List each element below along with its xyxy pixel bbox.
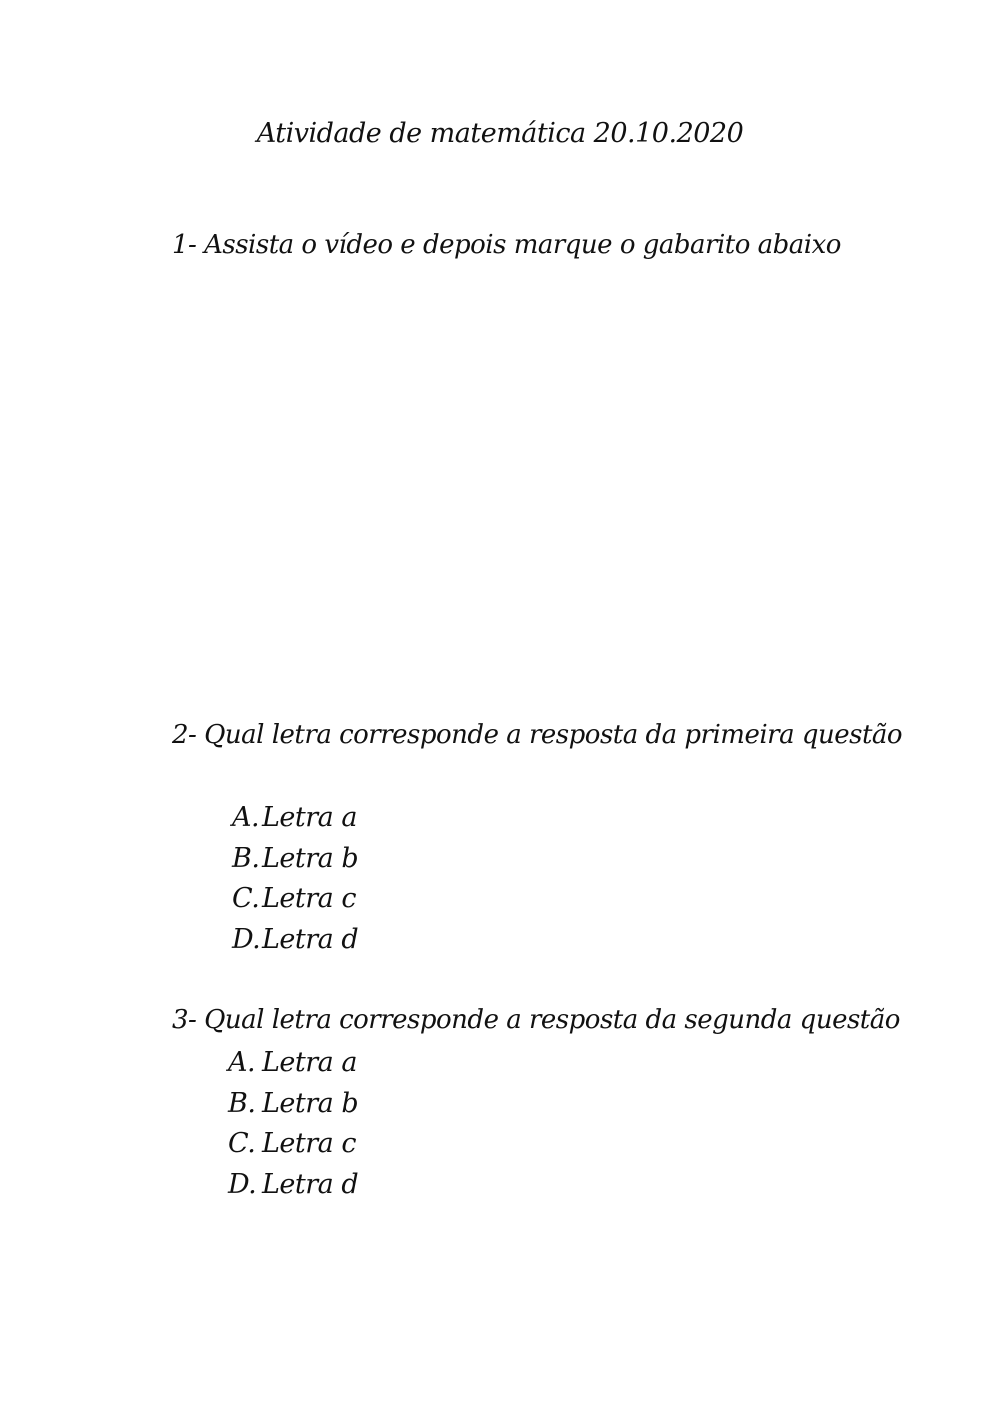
option-label: Letra c bbox=[262, 1128, 356, 1159]
question-2-option-b[interactable] bbox=[232, 839, 358, 880]
question-2-option-a[interactable] bbox=[232, 798, 358, 839]
option-letter: D. bbox=[228, 1168, 257, 1200]
option-letter: A. bbox=[232, 802, 260, 833]
option-letter: D. bbox=[232, 923, 261, 955]
option-label: Letra d bbox=[262, 1168, 359, 1200]
option-letter: B. bbox=[232, 842, 260, 874]
option-label: Letra c bbox=[262, 883, 356, 914]
option-label: Letra b bbox=[262, 842, 359, 874]
question-3-option-d[interactable] bbox=[228, 1165, 358, 1206]
page-title: Atividade de matemática 20.10.2020 bbox=[256, 118, 744, 149]
video-placeholder-area bbox=[172, 280, 832, 680]
question-2-text: 2- Qual letra corresponde a resposta da primeira questão bbox=[172, 720, 903, 750]
question-3-option-a[interactable] bbox=[228, 1043, 358, 1084]
question-3-option-b[interactable] bbox=[228, 1084, 358, 1125]
question-3-option-c[interactable] bbox=[228, 1124, 358, 1165]
option-letter: B. bbox=[228, 1087, 256, 1119]
option-label: Letra a bbox=[262, 1047, 357, 1078]
question-2-options bbox=[232, 798, 358, 960]
option-letter: A. bbox=[228, 1047, 256, 1078]
question-2-option-c[interactable] bbox=[232, 879, 358, 920]
option-letter: C. bbox=[228, 1128, 256, 1159]
option-letter: C. bbox=[232, 883, 260, 914]
question-2-option-d[interactable] bbox=[232, 920, 358, 961]
question-3-options bbox=[228, 1043, 358, 1205]
option-label: Letra a bbox=[262, 802, 357, 833]
question-3-text: 3- Qual letra corresponde a resposta da segunda questão bbox=[172, 1005, 900, 1035]
question-1-text: 1- Assista o vídeo e depois marque o gabarito abaixo bbox=[172, 230, 841, 260]
option-label: Letra d bbox=[262, 923, 359, 955]
option-label: Letra b bbox=[262, 1087, 359, 1119]
